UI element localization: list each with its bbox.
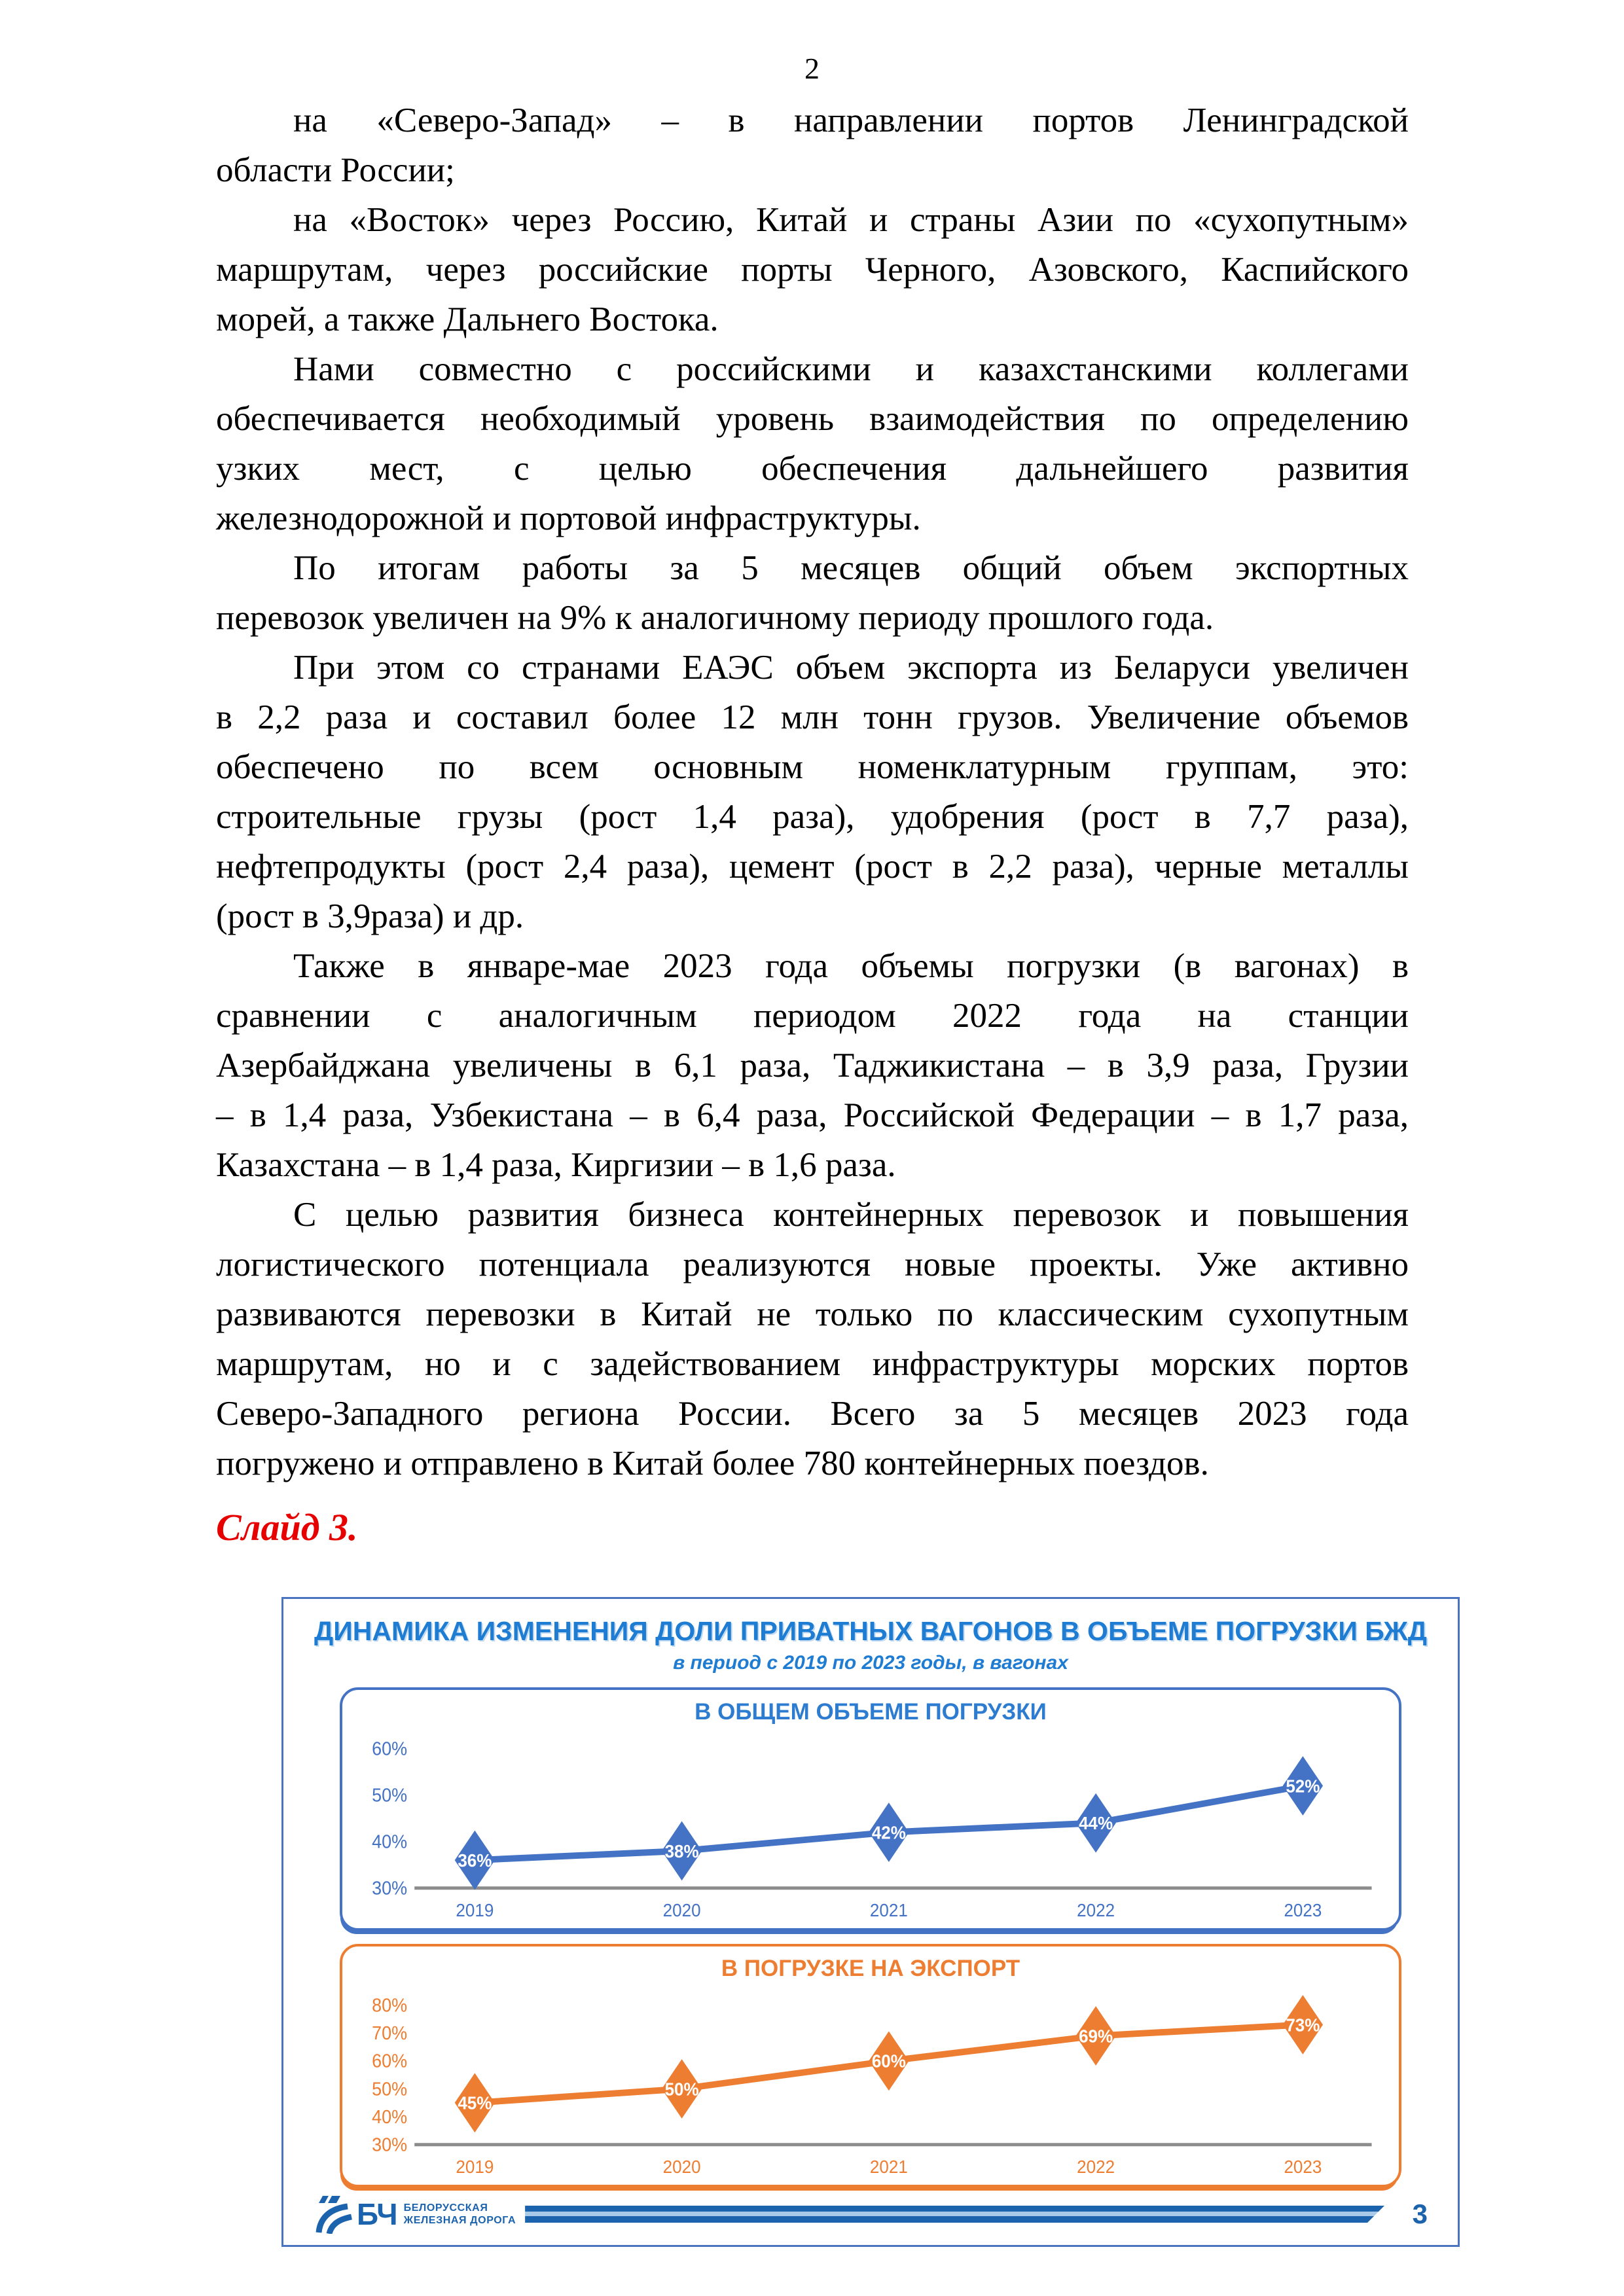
text-line: обеспечено по всем основным номенклатурным группам, это: — [216, 748, 1409, 786]
text-line: в 2,2 раза и составил более 12 млн тонн грузов. Увеличение объемов — [216, 698, 1409, 736]
text-line: маршрутам, но и с задействованием инфраструктуры морских портов — [216, 1345, 1409, 1383]
text-line: узких мест, с целью обеспечения дальнейшего развития — [216, 450, 1409, 488]
x-axis-tick-label: 2020 — [662, 2157, 701, 2178]
text-line: перевозок увеличен на 9% к аналогичному периоду прошлого года. — [216, 599, 1214, 637]
data-point-label: 44% — [1079, 1813, 1113, 1834]
paragraph — [216, 543, 1409, 643]
paragraph — [216, 941, 1409, 1190]
slide-subtitle: в период с 2019 по 2023 годы, в вагонах — [673, 1652, 1068, 1674]
y-axis-tick-label: 30% — [372, 1878, 408, 1899]
page-number: 2 — [804, 52, 820, 85]
y-axis-tick-label: 60% — [372, 2051, 408, 2072]
text-line: нефтепродукты (рост 2,4 раза), цемент (рост в 2,2 раза), черные металлы — [216, 848, 1409, 886]
x-axis-tick-label: 2023 — [1284, 2157, 1322, 2178]
text-line: логистического потенциала реализуются новые проекты. Уже активно — [216, 1246, 1409, 1283]
text-line: области России; — [216, 151, 455, 189]
chart-canvas — [348, 1731, 1394, 1924]
bch-logo-text-line2: ЖЕЛЕЗНАЯ ДОРОГА — [403, 2215, 516, 2226]
y-axis-tick-label: 50% — [372, 2078, 408, 2100]
paragraph — [216, 1190, 1409, 1488]
data-point-label: 73% — [1286, 2015, 1320, 2036]
text-line: При этом со странами ЕАЭС объем экспорта из Беларуси увеличен — [293, 649, 1409, 687]
text-line: Также в январе-мае 2023 года объемы погрузки (в вагонах) в — [293, 947, 1409, 985]
chart-title: В ПОГРУЗКЕ НА ЭКСПОРТ — [721, 1956, 1020, 1982]
paragraph — [216, 344, 1409, 543]
data-point-label: 36% — [458, 1850, 492, 1871]
x-axis-tick-label: 2020 — [662, 1900, 701, 1921]
text-line: С целью развития бизнеса контейнерных перевозок и повышения — [293, 1196, 1409, 1234]
slide-label: Слайд 3. — [216, 1506, 358, 1549]
x-axis-tick-label: 2021 — [869, 2157, 908, 2178]
y-axis-tick-label: 40% — [372, 1831, 408, 1852]
y-axis-tick-label: 60% — [372, 1738, 408, 1759]
text-line: сравнении с аналогичным периодом 2022 года на станции — [216, 997, 1409, 1035]
text-line: погружено и отправлено в Китай более 780 контейнерных поездов. — [216, 1444, 1209, 1482]
bch-logo-text — [404, 2202, 516, 2227]
chart-panel-export-loading — [340, 1944, 1401, 2187]
data-point-label: 69% — [1079, 2026, 1113, 2047]
text-line: маршрутам, через российские порты Черного, Азовского, Каспийского — [216, 251, 1409, 289]
text-line: развиваются перевозки в Китай не только по классическим сухопутным — [216, 1295, 1409, 1333]
document-text — [216, 96, 1409, 1488]
y-axis-tick-label: 30% — [372, 2134, 408, 2155]
x-axis-tick-label: 2019 — [456, 2157, 494, 2178]
line-chart-total-loading — [348, 1731, 1394, 1924]
text-line: – в 1,4 раза, Узбекистана – в 6,4 раза, Российской Федерации – в 1,7 раза, — [216, 1096, 1409, 1134]
data-point-label: 42% — [871, 1822, 906, 1843]
text-line: на «Северо-Запад» – в направлении портов Ленинградской — [293, 101, 1409, 139]
data-point-label: 60% — [871, 2051, 906, 2072]
text-line: обеспечивается необходимый уровень взаимодействия по определению — [216, 400, 1409, 438]
text-line: железнодорожной и портовой инфраструктуры. — [216, 499, 921, 537]
text-line: Северо-Западного региона России. Всего за 5 месяцев 2023 года — [216, 1395, 1409, 1433]
text-line: на «Восток» через Россию, Китай и страны Азии по «сухопутным» — [293, 201, 1409, 239]
paragraph — [216, 96, 1409, 195]
slide-footer — [314, 2194, 1428, 2234]
text-line: Азербайджана увеличены в 6,1 раза, Таджикистана – в 3,9 раза, Грузии — [216, 1047, 1409, 1085]
slide-title: ДИНАМИКА ИЗМЕНЕНИЯ ДОЛИ ПРИВАТНЫХ ВАГОНОВ В ОБЪЕМЕ ПОГРУЗКИ БЖД — [314, 1616, 1427, 1646]
paragraph — [216, 643, 1409, 941]
text-line: Казахстана – в 1,4 раза, Киргизии – в 1,6 раза. — [216, 1146, 896, 1184]
x-axis-tick-label: 2022 — [1077, 1900, 1115, 1921]
text-line: строительные грузы (рост 1,4 раза), удобрения (рост в 7,7 раза), — [216, 798, 1409, 836]
y-axis-tick-label: 70% — [372, 2022, 408, 2044]
chart-title: В ОБЩЕМ ОБЪЕМЕ ПОГРУЗКИ — [695, 1699, 1047, 1725]
paragraph — [216, 195, 1409, 344]
y-axis-tick-label: 80% — [372, 1994, 408, 2016]
y-axis-tick-label: 50% — [372, 1784, 408, 1806]
text-line: По итогам работы за 5 месяцев общий объем экспортных — [293, 549, 1409, 587]
data-point-label: 45% — [458, 2093, 492, 2113]
x-axis-tick-label: 2019 — [456, 1900, 494, 1921]
slide-page-number: 3 — [1412, 2198, 1428, 2229]
x-axis-tick-label: 2023 — [1284, 1900, 1322, 1921]
bch-logo-text-line1: БЕЛОРУССКАЯ — [403, 2202, 488, 2214]
bch-logo-abbr: БЧ — [357, 2197, 397, 2231]
slide-frame — [281, 1597, 1460, 2247]
bch-logo-icon — [314, 2195, 355, 2234]
chart-canvas — [348, 1987, 1394, 2181]
data-point-label: 52% — [1286, 1776, 1320, 1797]
text-line: морей, а также Дальнего Востока. — [216, 300, 719, 338]
chart-panel-total-loading — [340, 1687, 1401, 1931]
data-point-label: 38% — [664, 1841, 699, 1862]
text-line: Нами совместно с российскими и казахстанскими коллегами — [293, 350, 1409, 388]
text-line: (рост в 3,9раза) и др. — [216, 897, 524, 935]
y-axis-tick-label: 40% — [372, 2106, 408, 2128]
data-point-label: 50% — [664, 2079, 699, 2100]
logo-stripe-bar — [525, 2206, 1384, 2223]
line-chart-export-loading — [348, 1987, 1394, 2181]
x-axis-tick-label: 2021 — [869, 1900, 908, 1921]
x-axis-tick-label: 2022 — [1077, 2157, 1115, 2178]
